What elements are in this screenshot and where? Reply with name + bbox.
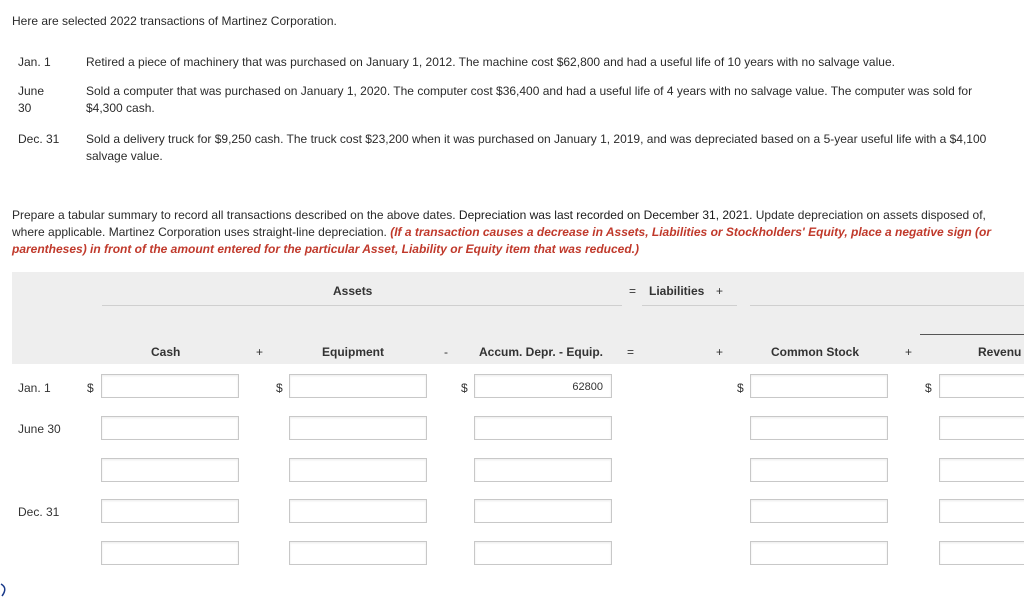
plus-sign-header: + [716,284,724,298]
tabular-summary [12,272,1024,599]
input-dec31b-cash[interactable] [101,541,239,565]
liabilities-underline [642,305,737,306]
input-june30b-revenue[interactable] [939,458,1024,482]
input-dec31-revenue[interactable] [939,499,1024,523]
instructions [12,207,1017,258]
input-june30-cash[interactable] [101,416,239,440]
row-label-june30: June 30 [18,422,61,436]
input-dec31b-revenue[interactable] [939,541,1024,565]
plus-cash-equip: + [256,345,264,359]
input-dec31-accum[interactable] [474,499,612,523]
group-liabilities-label: Liabilities [649,284,705,298]
plus-liab: + [716,345,724,359]
col-accum-depr: Accum. Depr. - Equip. [479,345,604,359]
tx-date-june30: June 30 [18,84,45,115]
tx-desc-june30: Sold a computer that was purchased on January 1, 2020. The computer cost $36,400 and had a useful life of 4 years with no salvage value. The computer was sold for $4,300 cash. [86,84,973,115]
row-label-dec31: Dec. 31 [18,505,60,519]
col-common-stock: Common Stock [771,345,860,359]
minus-sign: - [444,345,448,359]
input-june30-accum[interactable] [474,416,612,440]
input-june30-revenue[interactable] [939,416,1024,440]
col-revenue: Revenu [978,345,1022,359]
input-june30b-cash[interactable] [101,458,239,482]
revenue-overline [920,334,1024,335]
dollar-revenue: $ [925,381,932,395]
tx-desc-dec31: Sold a delivery truck for $9,250 cash. The truck cost $23,200 when it was purchased on January 1, 2019, and was depreciated based on a 5-year useful life with a $4,100 salvage value. [86,132,987,163]
input-june30b-common-stock[interactable] [750,458,888,482]
assets-underline [102,305,622,306]
input-jan1-equipment[interactable] [289,374,427,398]
equity-underline [750,305,1024,306]
group-assets-label: Assets [333,284,373,298]
input-june30b-accum[interactable] [474,458,612,482]
row-label-jan1: Jan. 1 [18,381,51,395]
input-june30-equipment[interactable] [289,416,427,440]
input-dec31b-equipment[interactable] [289,541,427,565]
dollar-common-stock: $ [737,381,744,395]
input-dec31b-common-stock[interactable] [750,541,888,565]
instructions-note: (If a transaction causes a decrease in Assets, Liabilities or Stockholders' Equity, place a negative sign (or parentheses) in front of the amount entered for the particular Asset, Liability or Equity item that was reduced.) [12,225,992,256]
tx-desc-jan1: Retired a piece of machinery that was purchased on January 1, 2012. The machine cost $62,800 and had a useful life of 10 years with no salvage value. [86,55,895,69]
equals-sign-cols: = [627,345,635,359]
col-cash: Cash [151,345,181,359]
intro-text: Here are selected 2022 transactions of Martinez Corporation. [12,14,337,28]
input-jan1-revenue[interactable] [939,374,1024,398]
input-dec31b-accum[interactable] [474,541,612,565]
dollar-cash: $ [87,381,94,395]
input-jan1-accum[interactable]: 62800 [474,374,612,398]
tx-date-jan1: Jan. 1 [18,55,51,69]
input-dec31-cash[interactable] [101,499,239,523]
dollar-equipment: $ [276,381,283,395]
dollar-accum: $ [461,381,468,395]
input-dec31-common-stock[interactable] [750,499,888,523]
plus-cs-rev: + [905,345,913,359]
input-jan1-cash[interactable] [101,374,239,398]
instructions-part3: Update depreciation on assets disposed of, where applicable. Martinez Corporation uses straight-line depreciation. [12,208,986,239]
input-june30b-equipment[interactable] [289,458,427,482]
instructions-part2: Depreciation was last recorded on December 31, 2021. [458,208,753,222]
cursor-icon [0,582,10,598]
input-dec31-equipment[interactable] [289,499,427,523]
input-jan1-common-stock[interactable] [750,374,888,398]
col-equipment: Equipment [322,345,384,359]
equals-sign: = [629,284,637,298]
input-june30-common-stock[interactable] [750,416,888,440]
tx-date-dec31: Dec. 31 [18,132,60,146]
instructions-part1: Prepare a tabular summary to record all transactions described on the above dates. [12,208,459,222]
